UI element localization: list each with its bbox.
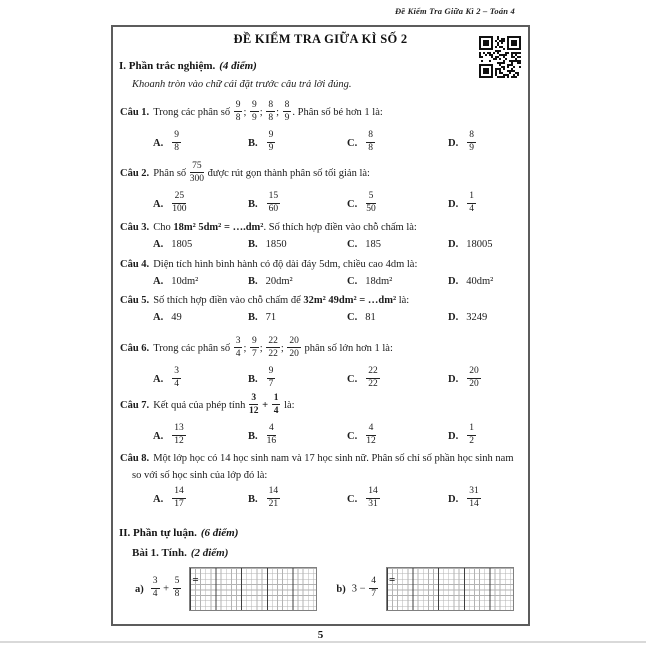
answer-label: B. [248, 276, 258, 287]
question-label: Câu 7. [120, 400, 150, 411]
answer-option [347, 130, 448, 156]
answer-option [448, 486, 528, 512]
fraction [267, 423, 277, 447]
answer-option [248, 238, 347, 251]
fraction [172, 130, 181, 154]
answer-label: D. [448, 312, 459, 323]
answer-options-row [153, 191, 528, 217]
fraction [467, 366, 481, 390]
question-text-row [120, 221, 528, 234]
answer-label: A. [153, 312, 164, 323]
fraction-denominator: 8 [235, 112, 241, 123]
answer-label: C. [347, 239, 358, 250]
answer-option [153, 275, 248, 288]
fraction [267, 486, 281, 510]
fraction [190, 161, 204, 185]
fraction-numerator: 4 [267, 423, 277, 436]
fraction-denominator: 20 [469, 379, 479, 389]
answer-label: C. [347, 137, 358, 149]
question-text-row [120, 393, 528, 419]
fraction-denominator: 9 [268, 143, 274, 153]
answer-label: D. [448, 373, 459, 385]
fraction-denominator: 50 [366, 204, 376, 214]
answer-value: 18005 [466, 239, 493, 250]
fraction-numerator: 20 [467, 366, 481, 379]
fraction [266, 336, 280, 360]
squared-answer-grid [189, 567, 317, 611]
answer-label: A. [153, 198, 164, 210]
fraction [172, 486, 186, 510]
fraction [151, 576, 160, 600]
text-segment: Cho [153, 222, 174, 233]
fraction-denominator: 12 [366, 436, 376, 446]
fraction-numerator: 31 [467, 486, 481, 499]
answer-option [347, 366, 448, 392]
fraction-numerator: 3 [172, 366, 181, 379]
question-block-3 [120, 221, 528, 251]
fraction-denominator: 8 [368, 143, 373, 153]
fraction-numerator: 8 [266, 100, 275, 113]
question-block-7 [120, 393, 528, 449]
fraction-denominator: 300 [189, 173, 205, 184]
section1-heading-text: I. Phần trắc nghiệm. [119, 60, 216, 72]
photo-bottom-edge [0, 641, 646, 643]
text-segment: ; [280, 343, 287, 354]
fraction-denominator: 9 [469, 143, 474, 153]
fraction-numerator: 5 [366, 191, 376, 204]
exercise-part-a [135, 567, 317, 611]
answer-option [248, 191, 347, 217]
fraction-numerator: 20 [287, 336, 301, 349]
section2-heading-text: II. Phần tự luận. [119, 527, 197, 539]
bold-text-segment: + [259, 400, 271, 411]
answer-value: 81 [365, 312, 376, 323]
answer-option [153, 311, 248, 324]
text-segment: 3 − [351, 583, 369, 595]
answer-option [248, 366, 347, 392]
fraction-denominator: 60 [268, 204, 279, 214]
fraction [467, 130, 476, 154]
answer-label: C. [347, 276, 358, 287]
page-number: 5 [317, 629, 324, 641]
answer-value: 10dm² [171, 276, 199, 287]
fraction [369, 576, 378, 600]
answer-options-row [153, 423, 528, 449]
text-segment: Trong các phân số [153, 107, 233, 118]
fraction-numerator: 8 [467, 130, 476, 143]
fraction [267, 191, 281, 215]
fraction-denominator: 100 [172, 204, 187, 214]
answer-value: 1805 [171, 239, 193, 250]
exercise1-points: (2 điểm) [190, 547, 229, 559]
exam-sheet [111, 25, 530, 626]
answer-options-row [153, 130, 528, 156]
answer-option [153, 486, 248, 512]
text-segment: được rút gọn thành phân số tối giản là: [205, 168, 370, 179]
answer-option [248, 275, 347, 288]
fraction-denominator: 16 [266, 436, 277, 446]
fraction-numerator: 15 [267, 191, 281, 204]
answer-option [347, 423, 448, 449]
text-segment: Phân số [153, 168, 189, 179]
answer-options-row [153, 366, 528, 392]
answer-value: 49 [171, 312, 182, 323]
fraction-denominator: 8 [268, 112, 274, 123]
fraction-numerator: 3 [234, 336, 243, 349]
fraction [366, 191, 376, 215]
fraction-denominator: 2 [469, 436, 474, 446]
section1-points: (4 điểm) [219, 60, 257, 72]
question-block-1 [120, 100, 528, 156]
fraction-denominator: 4 [469, 204, 474, 214]
fraction-numerator: 1 [272, 393, 281, 406]
question-block-6 [120, 336, 528, 392]
question-label: Câu 4. [120, 259, 150, 270]
fraction-denominator: 7 [252, 348, 257, 359]
fraction [172, 366, 181, 390]
part-label: b) [336, 583, 346, 595]
fraction-denominator: 12 [248, 405, 259, 416]
answer-label: B. [248, 239, 258, 250]
fraction-numerator: 8 [283, 100, 292, 113]
fraction [467, 191, 476, 215]
fraction-denominator: 8 [174, 589, 180, 599]
fraction [366, 130, 375, 154]
fraction-numerator: 1 [467, 191, 476, 204]
fraction-denominator: 8 [174, 143, 179, 153]
question-text-row [120, 294, 528, 307]
fraction [272, 393, 281, 417]
fraction [366, 486, 380, 510]
question-block-8 [120, 452, 528, 512]
text-segment: + [160, 583, 172, 595]
question-text-row [120, 258, 528, 271]
fraction-denominator: 9 [284, 112, 290, 123]
text-segment: ; [243, 107, 250, 118]
answer-label: D. [448, 493, 459, 505]
answer-label: D. [448, 198, 459, 210]
fraction-numerator: 3 [151, 576, 160, 589]
text-segment: là: [281, 400, 295, 411]
answer-label: D. [448, 276, 459, 287]
answer-value: 40dm² [466, 276, 494, 287]
fraction-denominator: 7 [268, 379, 274, 389]
fraction [366, 366, 380, 390]
fraction [267, 130, 276, 154]
question-block-5 [120, 294, 528, 324]
answer-label: C. [347, 430, 358, 442]
section1-heading [119, 60, 528, 72]
question-text-row [120, 100, 528, 126]
fraction-numerator: 9 [267, 130, 276, 143]
text-segment: là: [396, 295, 410, 306]
squared-answer-grid [386, 567, 514, 611]
answer-options-row [153, 311, 528, 324]
answer-option [153, 238, 248, 251]
fraction-numerator: 9 [267, 366, 276, 379]
answer-label: D. [448, 430, 459, 442]
answer-option [347, 238, 448, 251]
answer-label: B. [248, 137, 258, 149]
answer-label: C. [347, 373, 358, 385]
bold-text-segment: 32m² 49dm² = …dm² [303, 295, 397, 306]
answer-label: A. [153, 276, 164, 287]
question-text-row [120, 336, 528, 362]
fraction-numerator: 22 [366, 366, 380, 379]
equals-sign: = [388, 574, 396, 586]
answer-label: D. [448, 239, 459, 250]
answer-value: 71 [265, 312, 277, 323]
fraction-denominator: 4 [235, 348, 241, 359]
text-segment: Số thích hợp điền vào chỗ chấm để [153, 295, 304, 306]
answer-option [153, 130, 248, 156]
fraction [249, 393, 259, 417]
answer-value: 18dm² [365, 276, 393, 287]
fraction [467, 423, 476, 447]
text-segment: ; [276, 107, 282, 118]
answer-option [448, 275, 528, 288]
fraction-denominator: 4 [152, 589, 158, 599]
fraction-numerator: 4 [366, 423, 376, 436]
answer-label: B. [248, 493, 258, 505]
fraction-denominator: 31 [368, 499, 378, 509]
fraction-numerator: 3 [249, 393, 259, 406]
fraction-numerator: 14 [267, 486, 281, 499]
text-segment: ; [243, 343, 250, 354]
fraction [467, 486, 481, 510]
text-segment: Một lớp học có 14 học sinh nam và 17 học sinh nữ. Phân số chỉ số phần học sinh nam [153, 453, 514, 464]
equals-sign: = [192, 574, 199, 586]
answer-option [248, 486, 347, 512]
fraction-numerator: 25 [172, 191, 186, 204]
text-segment: . Phân số bé hơn 1 là: [292, 107, 383, 118]
exam-title: ĐỀ KIỂM TRA GIỮA KÌ SỐ 2 [233, 32, 408, 46]
fraction-denominator: 22 [268, 348, 278, 359]
answer-option [448, 238, 528, 251]
fraction-numerator: 9 [250, 100, 259, 113]
answer-option [153, 423, 248, 449]
question-label: Câu 1. [120, 107, 150, 118]
fraction-denominator: 4 [174, 379, 179, 389]
fraction [267, 366, 276, 390]
fraction [266, 100, 275, 124]
answer-option [347, 191, 448, 217]
answer-option [248, 311, 347, 324]
question-label: Câu 3. [120, 222, 150, 233]
answer-option [347, 311, 448, 324]
question-text-row [120, 452, 528, 465]
answer-label: B. [248, 430, 258, 442]
fraction [287, 336, 301, 360]
question-text-row [120, 161, 528, 187]
answer-option [347, 486, 448, 512]
answer-option [448, 311, 528, 324]
text-segment: so với số học sinh của lớp đó là: [132, 470, 268, 481]
answer-label: D. [448, 137, 459, 149]
fraction-denominator: 12 [174, 436, 184, 446]
qr-code-icon [479, 36, 521, 78]
text-segment: ; [259, 343, 266, 354]
question-label: Câu 2. [120, 168, 150, 179]
exercise1-heading [132, 547, 528, 559]
fraction-denominator: 20 [289, 348, 299, 359]
exercise1-heading-text: Bài 1. Tính. [132, 547, 187, 559]
exercise1-work-row [135, 567, 528, 611]
answer-options-row [153, 238, 528, 251]
text-segment: Kết quả của phép tính [153, 400, 248, 411]
fraction-denominator: 22 [368, 379, 378, 389]
answer-option [347, 275, 448, 288]
answer-options-row [153, 486, 528, 512]
answer-option [153, 191, 248, 217]
answer-label: C. [347, 493, 358, 505]
fraction-denominator: 17 [174, 499, 184, 509]
fraction-numerator: 75 [190, 161, 204, 174]
answer-option [448, 423, 528, 449]
fraction-numerator: 8 [366, 130, 375, 143]
part-expression [352, 577, 379, 601]
section2-heading [119, 527, 528, 539]
answer-label: A. [153, 137, 164, 149]
questions-list [113, 100, 528, 512]
fraction-numerator: 1 [467, 423, 476, 436]
fraction [173, 576, 182, 600]
answer-label: C. [347, 198, 358, 210]
fraction [172, 191, 186, 215]
answer-label: A. [153, 373, 164, 385]
text-segment: . Số thích hợp điền vào chỗ chấm là: [263, 222, 417, 233]
question-label: Câu 5. [120, 295, 150, 306]
answer-label: A. [153, 430, 164, 442]
fraction-denominator: 7 [371, 589, 376, 599]
fraction-numerator: 9 [250, 336, 259, 349]
fraction [234, 100, 243, 124]
fraction-numerator: 14 [172, 486, 186, 499]
answer-label: B. [248, 198, 258, 210]
fraction-numerator: 22 [266, 336, 280, 349]
running-header: Đề Kiểm Tra Giữa Kì 2 – Toán 4 [394, 6, 515, 16]
question-label: Câu 8. [120, 453, 150, 464]
question-label: Câu 6. [120, 343, 150, 354]
fraction-denominator: 21 [268, 499, 279, 509]
fraction [172, 423, 186, 447]
section1-instruction: Khoanh tròn vào chữ cái đặt trước câu trả lời đúng. [132, 79, 352, 90]
question-text-row-2 [132, 469, 528, 482]
text-segment: phân số lớn hơn 1 là: [301, 343, 393, 354]
part-expression [150, 577, 183, 601]
answer-value: 3249 [466, 312, 488, 323]
answer-value: 20dm² [265, 276, 293, 287]
answer-value: 185 [365, 239, 381, 250]
fraction-numerator: 14 [366, 486, 380, 499]
text-segment: Trong các phân số [153, 343, 233, 354]
fraction-numerator: 5 [173, 576, 182, 589]
fraction [283, 100, 292, 124]
fraction-denominator: 9 [252, 112, 257, 123]
fraction-denominator: 14 [469, 499, 479, 509]
fraction [366, 423, 376, 447]
exercise-part-b [336, 567, 514, 611]
part-label: a) [135, 583, 144, 595]
answer-label: B. [248, 312, 258, 323]
fraction-denominator: 4 [273, 405, 279, 416]
section2-points: (6 điểm) [200, 527, 239, 539]
fraction [234, 336, 243, 360]
answer-label: A. [153, 239, 164, 250]
answer-label: A. [153, 493, 164, 505]
fraction [250, 336, 259, 360]
question-block-2 [120, 161, 528, 217]
answer-value: 1850 [265, 239, 287, 250]
bold-text-segment: 18m² 5dm² = ….dm² [173, 222, 264, 233]
fraction-numerator: 13 [172, 423, 186, 436]
answer-option [153, 366, 248, 392]
fraction [250, 100, 259, 124]
answer-option [448, 191, 528, 217]
text-segment: ; [259, 107, 266, 118]
fraction-numerator: 9 [234, 100, 243, 113]
fraction-numerator: 9 [172, 130, 181, 143]
text-segment: Diện tích hình bình hành có độ dài đáy 5dm, chiều cao 4dm là: [153, 259, 418, 270]
question-block-4 [120, 258, 528, 288]
answer-option [248, 130, 347, 156]
answer-options-row [153, 275, 528, 288]
fraction-numerator: 4 [369, 576, 378, 589]
answer-label: C. [347, 312, 358, 323]
answer-option [448, 130, 528, 156]
answer-option [448, 366, 528, 392]
answer-label: B. [248, 373, 258, 385]
answer-option [248, 423, 347, 449]
